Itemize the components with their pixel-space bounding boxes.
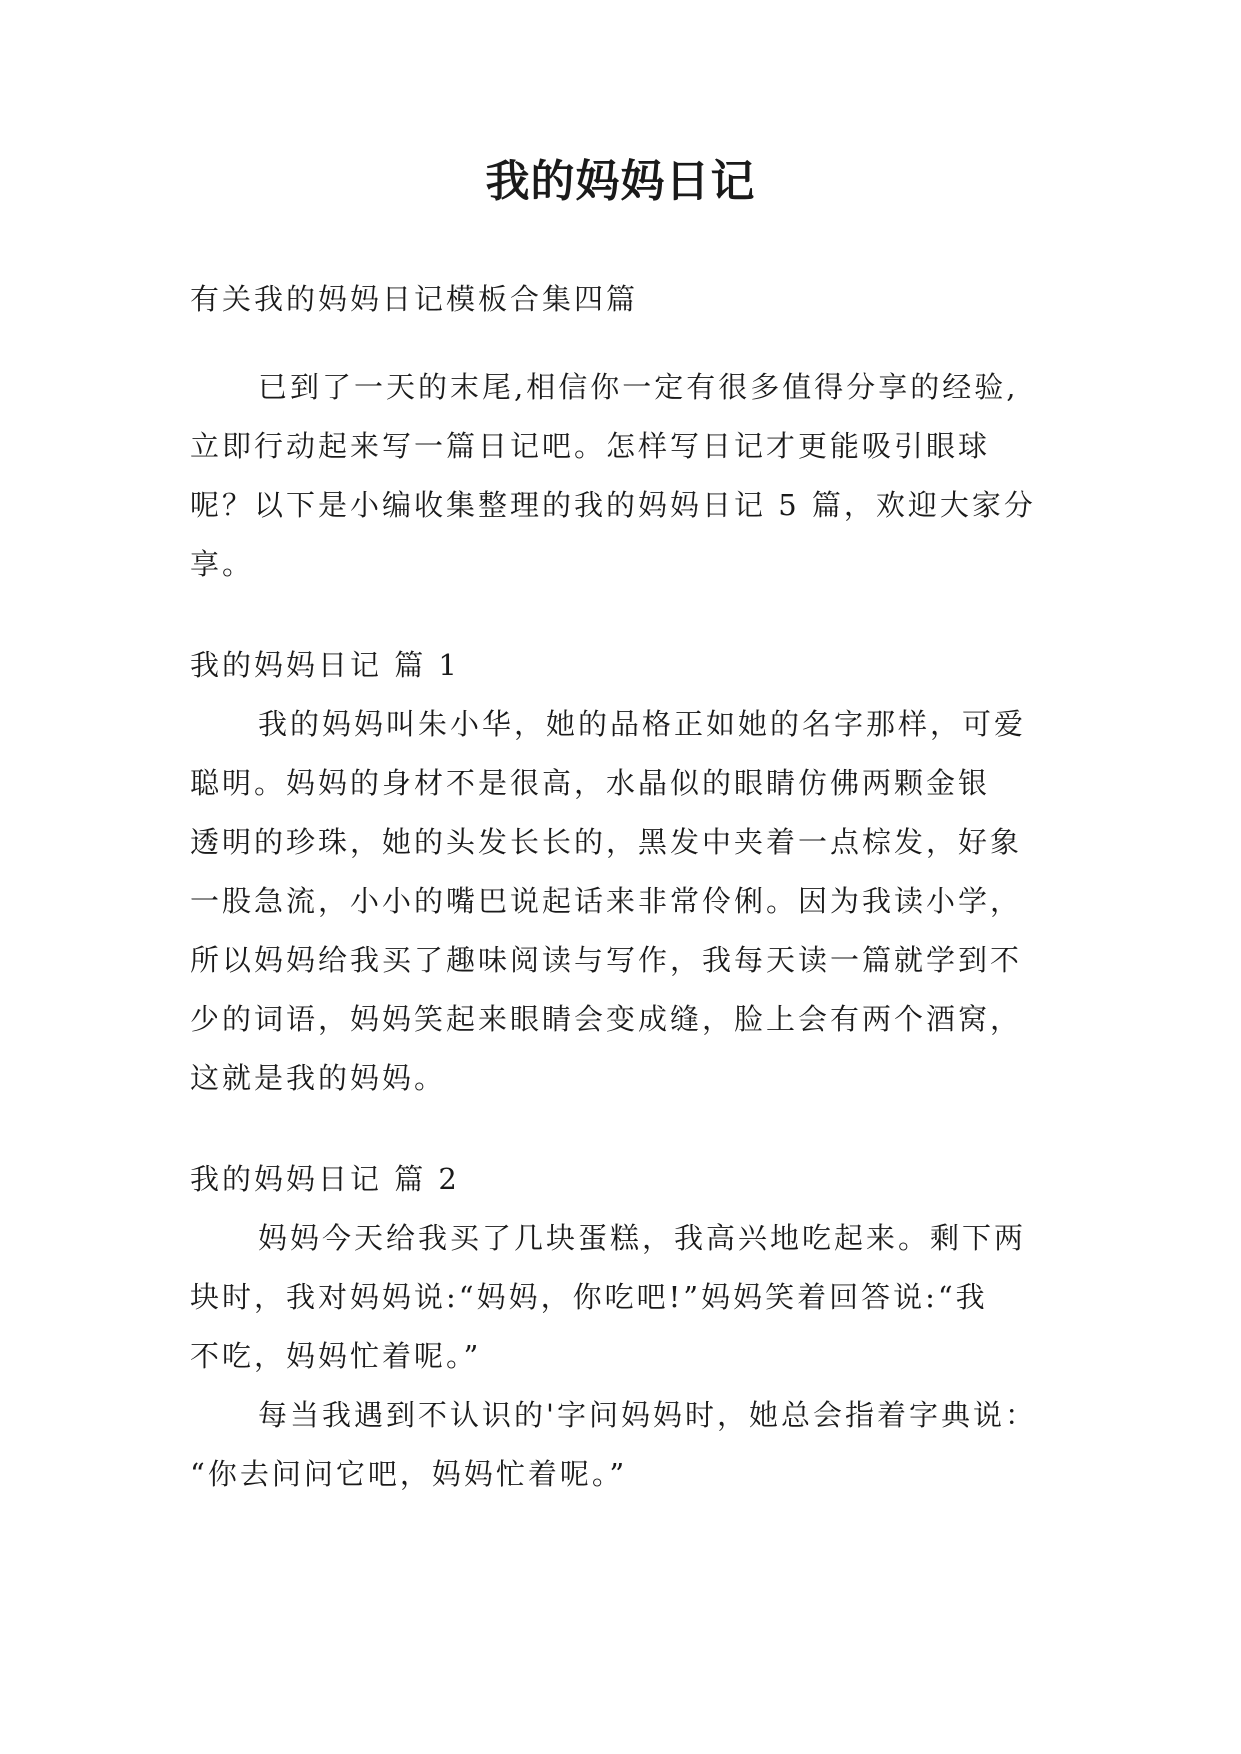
section-heading: 我的妈妈日记 篇 2: [190, 1162, 460, 1196]
text-line: 透明的珍珠，她的头发长长的，黑发中夹着一点棕发，好象: [190, 825, 1023, 859]
text-line: 享。: [190, 547, 255, 581]
text-line: 一股急流，小小的嘴巴说起话来非常伶俐。因为我读小学，: [190, 884, 1023, 918]
intro-paragraph: [190, 358, 1060, 594]
text-line: 立即行动起来写一篇日记吧。怎样写日记才更能吸引眼球: [190, 429, 991, 463]
section-paragraph: [190, 695, 1060, 1108]
text-line: 这就是我的妈妈。: [190, 1061, 447, 1095]
text-line: 妈妈今天给我买了几块蛋糕，我高兴地吃起来。剩下两: [258, 1221, 1027, 1255]
page-title: 我的妈妈日记: [485, 156, 756, 207]
section-heading: 我的妈妈日记 篇 1: [190, 648, 460, 682]
text-line: 所以妈妈给我买了趣味阅读与写作，我每天读一篇就学到不: [190, 943, 1023, 977]
text-line: 不吃，妈妈忙着呢。”: [190, 1339, 482, 1373]
text-line: “你去问问它吧，妈妈忙着呢。”: [190, 1457, 628, 1491]
text-line: 少的词语，妈妈笑起来眼睛会变成缝，脸上会有两个酒窝，: [190, 1002, 1023, 1036]
text-line: 已到了一天的末尾,相信你一定有很多值得分享的经验,: [258, 370, 1019, 404]
section-paragraph: [190, 1209, 1060, 1504]
text-line: 每当我遇到不认识的'字问妈妈时，她总会指着字典说：: [258, 1398, 1037, 1432]
text-line: 聪明。妈妈的身材不是很高，水晶似的眼睛仿佛两颗金银: [190, 766, 991, 800]
text-line: 呢？以下是小编收集整理的我的妈妈日记 5 篇，欢迎大家分: [190, 488, 1036, 522]
document-subtitle: 有关我的妈妈日记模板合集四篇: [190, 282, 639, 316]
text-line: 块时，我对妈妈说:“妈妈，你吃吧!”妈妈笑着回答说:“我: [190, 1280, 988, 1314]
text-line: 我的妈妈叫朱小华，她的品格正如她的名字那样，可爱: [258, 707, 1027, 741]
